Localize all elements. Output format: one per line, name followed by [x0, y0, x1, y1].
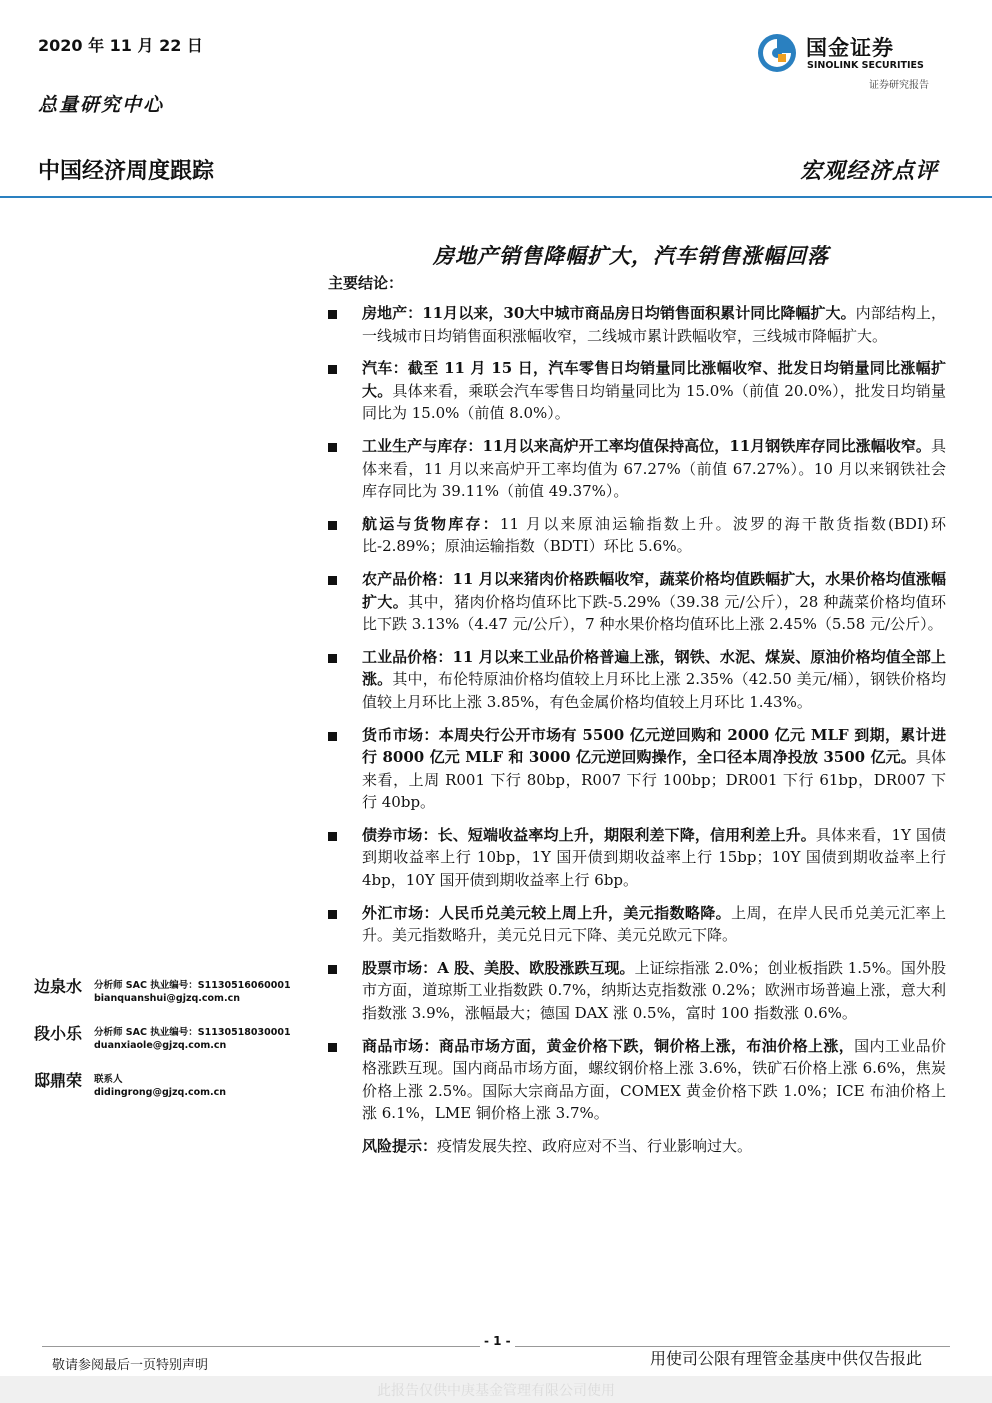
- list-item: 航运与货物库存：11 月以来原油运输指数上升。波罗的海干散货指数(BDI)环比-2.89%；原油运输指数（BDTI）环比 5.6%。: [328, 513, 946, 558]
- list-item: 债券市场：长、短端收益率均上升，期限利差下降，信用利差上升。具体来看，1Y 国债到期收益率上行 10bp，1Y 国开债到期收益率上行 15bp；10Y 国债到期收益率上行 4bp，10Y 国开债到期收益率上行 6bp。: [328, 824, 946, 892]
- main-conclusion-label: 主要结论：: [328, 274, 404, 292]
- header-rule: [0, 196, 992, 198]
- list-item: 股票市场：A 股、美股、欧股涨跌互现。上证综指涨 2.0%；创业板指跌 1.5%。国外股市方面，道琼斯工业指数跌 0.7%，纳斯达克指数涨 0.2%；欧洲市场普遍上涨，意大利指数涨 3.9%，涨幅最大；德国 DAX 涨 0.5%，富时 100 指数涨 0.6%。: [328, 957, 946, 1025]
- report-date: 2020 年 11 月 22 日: [38, 36, 203, 55]
- headline: 房地产销售降幅扩大，汽车销售涨幅回落: [433, 243, 829, 268]
- list-item: 汽车：截至 11 月 15 日，汽车零售日均销量同比涨幅收窄、批发日均销量同比涨幅扩大。具体来看，乘联会汽车零售日均销量同比为 15.0%（前值 20.0%），批发日均销量同比为 15.0%（前值 8.0%）。: [328, 357, 946, 425]
- footer-disclaimer: 敬请参阅最后一页特别声明: [52, 1358, 209, 1373]
- list-item: 外汇市场：人民币兑美元较上周上升，美元指数略降。上周，在岸人民币兑美元汇率上升。美元指数略升，美元兑日元下降、美元兑欧元下降。: [328, 902, 946, 947]
- list-item: 工业品价格：11 月以来工业品价格普遍上涨，钢铁、水泥、煤炭、原油价格均值全部上涨。其中，布伦特原油价格均值较上月环比上涨 2.35%（42.50 美元/桶），钢铁价格均值较上月环比上涨 3.85%，有色金属价格均值较上月环比 1.43%。: [328, 646, 946, 714]
- watermark: 此报告仅供中庚基金管理有限公司使用: [377, 1383, 615, 1399]
- list-item: 商品市场：商品市场方面，黄金价格下跌，铜价格上涨，布油价格上涨，国内工业品价格涨跌互现。国内商品市场方面，螺纹钢价格上涨 3.6%，铁矿石价格上涨 6.6%，焦炭价格上涨 2.5%。国际大宗商品方面，COMEX 黄金价格下跌 1.0%；ICE 布油价格上涨 6.1%，LME 铜价格上涨 3.7%。: [328, 1035, 946, 1125]
- logo-mark-icon: [756, 32, 798, 74]
- email-link[interactable]: didingrong@gjzq.com.cn: [94, 1087, 227, 1098]
- conclusion-list: [328, 302, 946, 1158]
- logo-subtitle: 证券研究报告: [869, 80, 929, 91]
- logo-en: SINOLINK SECURITIES: [807, 60, 924, 71]
- list-item: 货币市场：本周央行公开市场有 5500 亿元逆回购和 2000 亿元 MLF 到期，累计进行 8000 亿元 MLF 和 3000 亿元逆回购操作，全口径本周净投放 3500 亿元。具体来看，上周 R001 下行 80bp，R007 下行 100bp；DR001 下行 61bp，DR007 下行 40bp。: [328, 724, 946, 814]
- list-item: 工业生产与库存：11月以来高炉开工率均值保持高位，11月钢铁库存同比涨幅收窄。具体来看，11 月以来高炉开工率均值为 67.27%（前值 67.27%）。10 月以来钢铁社会库存同比为 39.11%（前值 49.37%）。: [328, 435, 946, 503]
- report-title: 中国经济周度跟踪: [38, 159, 215, 184]
- logo-cn: 国金证券: [806, 36, 894, 60]
- email-link[interactable]: duanxiaole@gjzq.com.cn: [94, 1040, 227, 1051]
- footer-notice: 用使司公限有理管金基庚中供仅告报此: [650, 1349, 923, 1368]
- list-item: 房地产：11月以来，30大中城市商品房日均销售面积累计同比降幅扩大。内部结构上，一线城市日均销售面积涨幅收窄，二线城市累计跌幅收窄，三线城市降幅扩大。: [328, 302, 946, 347]
- risk-note: 风险提示：疫情发展失控、政府应对不当、行业影响过大。: [362, 1137, 753, 1155]
- page-number: - 1 -: [480, 1334, 515, 1348]
- report-type: 宏观经济点评: [799, 158, 938, 184]
- logo: [752, 30, 952, 92]
- email-link[interactable]: bianquanshui@gjzq.com.cn: [94, 993, 240, 1004]
- list-item: 农产品价格：11 月以来猪肉价格跌幅收窄，蔬菜价格均值跌幅扩大，水果价格均值涨幅扩大。其中，猪肉价格均值环比下跌-5.29%（39.38 元/公斤），28 种蔬菜价格均值环比下跌 3.13%（4.47 元/公斤），7 种水果价格均值环比上涨 2.45%（5.58 元/公斤）。: [328, 568, 946, 636]
- research-center: 总量研究中心: [38, 94, 165, 116]
